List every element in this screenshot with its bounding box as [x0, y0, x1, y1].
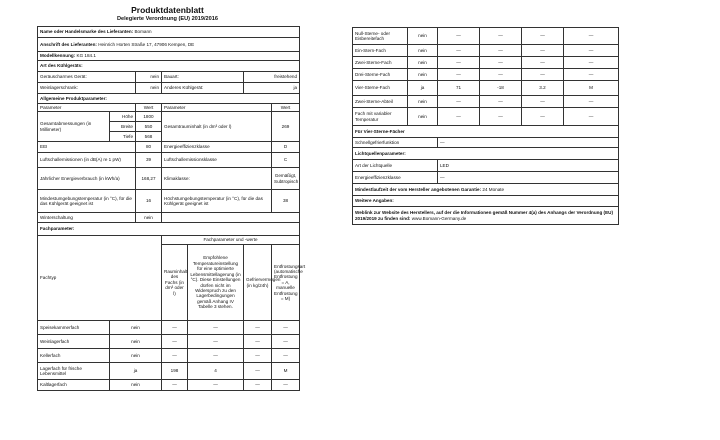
row-temp: —	[480, 96, 522, 108]
row-freeze: —	[244, 335, 272, 349]
width-value: 550	[136, 122, 162, 132]
row-present: nein	[408, 45, 438, 57]
annual-value: 168,27	[136, 168, 162, 190]
row-present: ja	[408, 81, 438, 96]
row-defrost: —	[272, 380, 300, 391]
model-row	[38, 52, 300, 61]
annual-label: Jährlicher Energieverbrauch (in kWh/a)	[38, 168, 136, 190]
row-name: Drei-Sterne-Fach	[353, 69, 408, 81]
volume-value: 269	[272, 112, 300, 142]
compartment-row	[353, 69, 619, 81]
row-temp: —	[480, 57, 522, 69]
depth-value: 568	[136, 132, 162, 142]
row-freeze: —	[522, 69, 564, 81]
brand-value: Bomann	[134, 29, 152, 35]
row-name: Fach mit variabler Temperatur	[353, 108, 408, 126]
compartment-row	[38, 363, 300, 380]
row-defrost: —	[272, 321, 300, 335]
row-name: Ein-Stern-Fach	[353, 45, 408, 57]
col-type: Fachtyp	[38, 236, 162, 321]
model-value: KG 184.1	[76, 53, 96, 59]
eei-value: 80	[136, 142, 162, 153]
compartment-row	[38, 380, 300, 391]
row-volume: —	[162, 321, 188, 335]
right-datasheet-table	[352, 27, 619, 225]
model-label: Modellkennung:	[40, 53, 76, 59]
wine-value: nein	[136, 83, 162, 94]
light-class-label: Energieeffizienzklasse	[353, 172, 438, 184]
fast-freeze-label: Schnellgefrierfunktion	[353, 138, 438, 148]
annual-row	[38, 168, 300, 190]
other-label: Anderes Kühlgerät:	[162, 83, 244, 94]
climate-value-2: Subtropisch	[274, 178, 299, 184]
type-section-row	[38, 61, 300, 72]
compartment-row	[353, 28, 619, 45]
compartment-section-row	[38, 223, 300, 236]
row-volume: —	[438, 57, 480, 69]
winter-value: nein	[136, 213, 162, 223]
type-section-heading: Art des Kühlgeräts:	[38, 61, 300, 72]
row-name: Kaltlagerfach	[38, 380, 110, 391]
row-volume: —	[438, 108, 480, 126]
height-row	[38, 112, 300, 122]
wine-label: Weinlagerschrank:	[38, 83, 136, 94]
winter-label: Winterschaltung	[38, 213, 136, 223]
row-volume: 71	[438, 81, 480, 96]
volume-label: Gesamtrauminhalt (in dm³ oder l)	[162, 112, 272, 142]
noise-low-label: Geräuscharmes Gerät:	[38, 72, 136, 83]
row-temp: 4	[188, 363, 244, 380]
min-temp-label: Mindestumgebungstemperatur (in °C), für die das Kühlgerät geeignet ist	[38, 190, 136, 213]
general-section-heading: Allgemeine Produktparameter:	[38, 94, 300, 104]
design-value: freistehend	[244, 72, 300, 83]
row-defrost: —	[564, 69, 619, 81]
max-temp-label: Höchstumgebungstemperatur (in °C), für die das Kühlgerät geeignet ist	[162, 190, 272, 213]
row-name: Null-Sterne- oder Eisbereitefach	[353, 28, 408, 45]
row-temp: —	[188, 321, 244, 335]
additional-section-heading: Weitere Angaben:	[353, 196, 619, 207]
height-value: 1800	[136, 112, 162, 122]
row-freeze: 3.2	[522, 81, 564, 96]
row-volume: —	[438, 28, 480, 45]
weblink-value[interactable]: www.Bomann-Germany.de	[411, 215, 467, 221]
light-section-heading: Lichtquellenparameter:	[353, 148, 619, 160]
compartment-row	[38, 335, 300, 349]
temperature-row	[38, 190, 300, 213]
light-class-row	[353, 172, 619, 184]
wine-other-row	[38, 83, 300, 94]
sheet-subtitle: Delegierte Verordnung (EU) 2019/2016	[116, 16, 219, 22]
dims-label: Gesamtabmessungen (in Millimeter)	[38, 112, 110, 142]
param-header-row	[38, 104, 300, 112]
row-name: Speisekammerfach	[38, 321, 110, 335]
row-defrost: —	[564, 28, 619, 45]
row-volume: —	[438, 96, 480, 108]
col-defrost: Entfrostungsart (automatische Entfrostung = A, manuelle Entfrostung = M)	[272, 245, 300, 321]
climate-value	[272, 168, 300, 190]
warranty-value: 24 Monate	[482, 186, 505, 192]
row-freeze: —	[522, 96, 564, 108]
light-type-label: Art der Lichtquelle	[353, 160, 438, 172]
row-present: nein	[408, 108, 438, 126]
brand-label: Name oder Handelsmarke des Lieferanten:	[40, 29, 134, 35]
noise-value: 39	[136, 153, 162, 168]
fast-freeze-value: —	[438, 138, 619, 148]
noise-class-label: Luftschallemissionsklasse	[162, 153, 272, 168]
supplier-row	[38, 27, 300, 38]
row-temp: —	[480, 108, 522, 126]
row-freeze: —	[244, 363, 272, 380]
col-volume: Rauminhalt des Fachs (in dm³ oder l)	[162, 245, 188, 321]
four-star-section-heading: Für Vier-Sterne-Fächer	[353, 126, 619, 138]
row-volume: —	[162, 335, 188, 349]
col-temp: Empfohlene Temperatureinstellung für eine optimierte Lebensmittellagerung (in °C). Diese Einstellungen dürfen nicht im Widerspruch zu den Lagerbedingungen gemäß Anhang IV Tabelle 3 stehen.	[188, 245, 244, 321]
compartment-row	[353, 81, 619, 96]
col-param-right: Parameter	[162, 104, 272, 112]
row-volume: —	[438, 69, 480, 81]
row-temp: —	[480, 28, 522, 45]
warranty-row	[353, 184, 619, 196]
compartment-group-row	[38, 236, 300, 245]
row-freeze: —	[522, 57, 564, 69]
compartment-row	[353, 96, 619, 108]
energy-class-label: Energieeffizienzklasse	[162, 142, 272, 153]
row-present: ja	[110, 363, 162, 380]
max-temp-value: 38	[272, 190, 300, 213]
compartment-row	[353, 57, 619, 69]
compartment-row	[38, 321, 300, 335]
row-freeze: —	[244, 349, 272, 363]
row-name: Vier-Sterne-Fach	[353, 81, 408, 96]
row-present: nein	[110, 335, 162, 349]
eei-label: EEI	[38, 142, 136, 153]
row-temp: -18	[480, 81, 522, 96]
row-present: nein	[110, 380, 162, 391]
row-volume: —	[162, 380, 188, 391]
climate-label: Klimaklasse:	[162, 168, 272, 190]
climate-value-1: Gemäßigt,	[274, 173, 297, 179]
compartment-group-heading: Fachparameter und -werte	[162, 236, 300, 245]
row-freeze: —	[522, 108, 564, 126]
row-volume: —	[162, 349, 188, 363]
col-freeze: Gefriervermögen (in kg/24h)	[244, 245, 272, 321]
noise-label: Luftschallemissionen (in dB(A) re 1 pW)	[38, 153, 136, 168]
row-volume: —	[438, 45, 480, 57]
row-temp: —	[188, 335, 244, 349]
additional-section-row	[353, 196, 619, 207]
row-defrost: M	[272, 363, 300, 380]
row-temp: —	[188, 380, 244, 391]
compartment-row	[38, 349, 300, 363]
col-value-right: Wert	[272, 104, 300, 112]
row-name: Weinlagerfach	[38, 335, 110, 349]
row-present: nein	[110, 349, 162, 363]
depth-label: Tiefe	[110, 132, 136, 142]
design-label: Bauart:	[162, 72, 244, 83]
light-type-value: LED	[438, 160, 619, 172]
row-temp: —	[480, 69, 522, 81]
width-label: Breite	[110, 122, 136, 132]
winter-row	[38, 213, 300, 223]
noise-row	[38, 153, 300, 168]
fast-freeze-row	[353, 138, 619, 148]
weblink-row	[353, 207, 619, 225]
light-section-row	[353, 148, 619, 160]
row-freeze: —	[522, 28, 564, 45]
noise-class-value: C	[272, 153, 300, 168]
compartment-section-heading: Fachparameter:	[38, 223, 300, 236]
left-datasheet-table	[37, 26, 306, 391]
row-present: nein	[408, 96, 438, 108]
row-freeze: —	[244, 321, 272, 335]
address-label: Anschrift des Lieferanten:	[40, 41, 97, 47]
four-star-section-row	[353, 126, 619, 138]
noise-low-value: nein	[136, 72, 162, 83]
compartment-row	[353, 108, 619, 126]
address-row	[38, 38, 300, 52]
weblink-label: Weblink zur Website des Herstellers, auf der die Informationen gemäß Nummer 4(a) des Anhangs der Verordnung (EU) 2019/2019 zu finden sind:	[355, 210, 613, 221]
row-defrost: —	[272, 335, 300, 349]
eei-row	[38, 142, 300, 153]
row-present: nein	[110, 321, 162, 335]
row-name: Zwei-Sterne-Abteil	[353, 96, 408, 108]
row-name: Zwei-Sterne-Fach	[353, 57, 408, 69]
col-value-left: Wert	[136, 104, 162, 112]
min-temp-value: 16	[136, 190, 162, 213]
other-value: ja	[244, 83, 300, 94]
row-defrost: —	[564, 108, 619, 126]
row-defrost: M	[564, 81, 619, 96]
warranty-label: Mindestlaufzeit der vom Hersteller angebotenen Garantie:	[355, 186, 482, 192]
height-label: Höhe	[110, 112, 136, 122]
row-defrost: —	[272, 349, 300, 363]
row-temp: —	[480, 45, 522, 57]
sheet-title: Produktdatenblatt	[131, 5, 204, 15]
row-defrost: —	[564, 45, 619, 57]
row-defrost: —	[564, 96, 619, 108]
general-section-row	[38, 94, 300, 104]
light-class-value: —	[438, 172, 619, 184]
noise-design-row	[38, 72, 300, 83]
col-param-left: Parameter	[38, 104, 136, 112]
row-present: nein	[408, 57, 438, 69]
row-temp: —	[188, 349, 244, 363]
energy-class-value: D	[272, 142, 300, 153]
address-value: Heinrich Horten Straße 17, 47906 Kempen, DE	[98, 41, 195, 47]
row-defrost: —	[564, 57, 619, 69]
row-volume: 198	[162, 363, 188, 380]
row-freeze: —	[244, 380, 272, 391]
compartment-row	[353, 45, 619, 57]
row-name: Kellerfach	[38, 349, 110, 363]
row-present: nein	[408, 69, 438, 81]
row-present: nein	[408, 28, 438, 45]
row-freeze: —	[522, 45, 564, 57]
row-name: Lagerfach für frische Lebensmittel	[38, 363, 110, 380]
light-type-row	[353, 160, 619, 172]
